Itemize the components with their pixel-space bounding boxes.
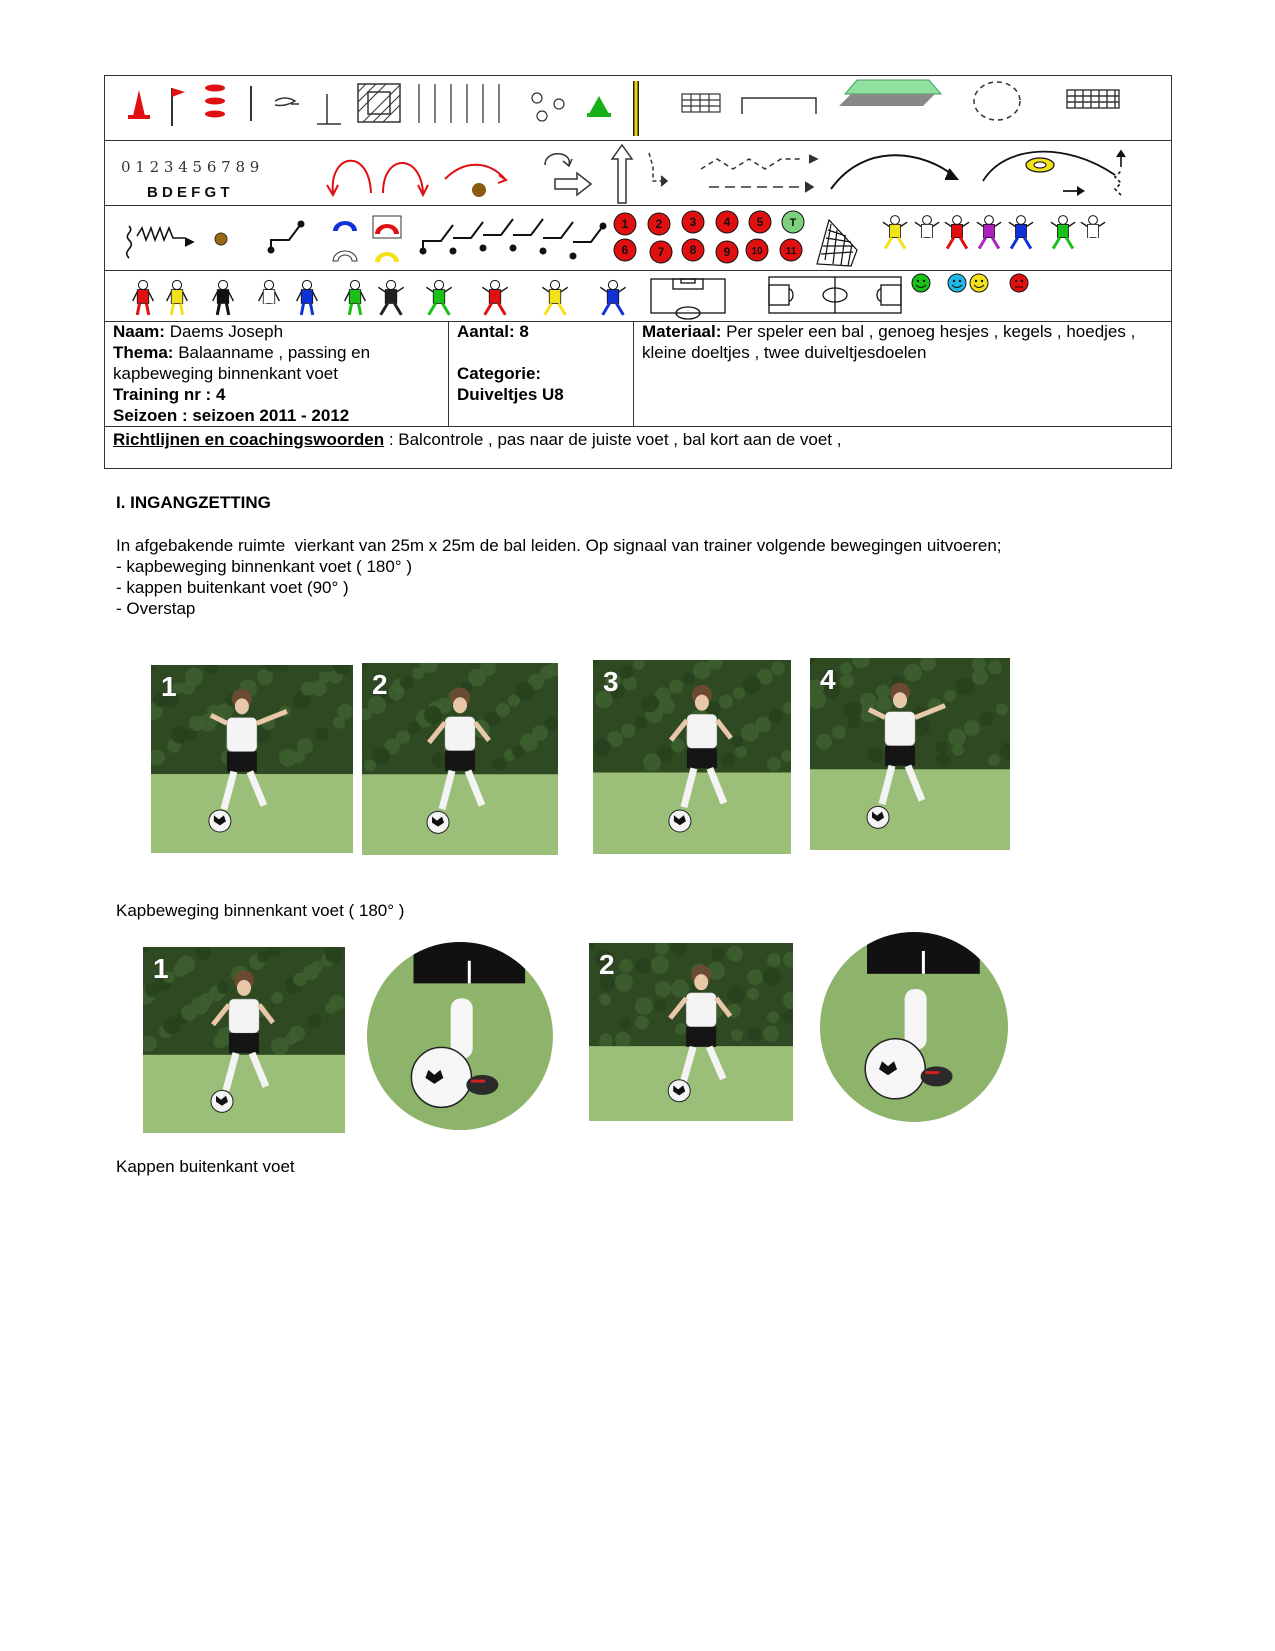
balls-icon [532,93,564,121]
yellow-smiley-icon [970,274,988,292]
svg-text:8: 8 [689,243,697,257]
svg-text:3: 3 [689,215,697,229]
red-smiley-icon [1010,274,1028,292]
photo-caption: Kapbeweging binnenkant voet ( 180° ) [116,901,405,920]
count-label: Aantal: 8 [457,322,529,341]
svg-text:4: 4 [723,215,731,229]
goal-frame-icon [742,98,816,114]
photo-step-number: 4 [820,664,836,695]
photo-step-4 [810,658,1010,850]
dribble-run-arrows-icon [701,155,817,192]
material-label: Materiaal: [642,322,722,341]
target-ring-arrow-icon [983,152,1115,196]
training-info-table [104,321,1172,469]
svg-text:9: 9 [723,245,731,259]
theme-value: Balaanname , passing en kapbeweging binnenkant voet [113,343,371,383]
legend-row-equipment [105,76,1171,141]
cone-icon [128,90,150,119]
hurdle-series-icon [421,219,606,259]
symbol-legend [104,75,1172,322]
svg-text:7: 7 [657,245,665,259]
photo-step-2-outside [589,943,793,1121]
info-cell-count [449,321,634,426]
small-goal-net-icon [682,94,720,112]
photo-closeup-1 [367,942,553,1130]
name-label: Naam: [113,322,165,341]
letters-label: B D E F G T [147,184,230,201]
svg-text:2: 2 [655,217,663,231]
dashed-turn-arrow-icon [649,153,667,186]
section-instructions [116,535,1156,619]
svg-text:11: 11 [785,246,797,257]
player-figures-icon [883,216,1105,249]
arc-markers-icon [333,216,401,262]
category-value: Duiveltjes U8 [457,385,564,404]
season-label: Seizoen : seizoen 2011 - 2012 [113,406,350,425]
rebound-net-icon [817,220,857,266]
svg-text:1: 1 [621,217,629,231]
instruction-line: - kappen buitenkant voet (90° ) [116,578,349,597]
photo-step-1 [151,665,353,853]
green-cone-icon [587,96,611,117]
info-cell-trainer [105,321,449,426]
instruction-line: - kapbeweging binnenkant voet ( 180° ) [116,557,412,576]
ball-icon [215,233,227,245]
half-field-icon [651,279,725,319]
photo-step-number: 2 [599,949,615,980]
corner-flag-icon [172,88,185,126]
hurdle-side-icon [269,222,304,253]
photo-step-1-outside [143,947,345,1133]
photo-caption: Kappen buitenkant voet [116,1157,295,1176]
photo-step-2 [362,663,558,855]
up-arrow-icon [612,145,632,203]
training-number: Training nr : 4 [113,385,226,404]
photo-closeup-2 [820,932,1008,1122]
photo-step-number: 1 [153,953,169,984]
theme-label: Thema: [113,343,174,362]
guidelines-value: : Balcontrole , pas naar de juiste voet , bal kort aan de voet , [384,430,842,449]
photo-step-number: 1 [161,671,177,702]
large-goal-icon [1067,90,1119,108]
field-zone-icon [839,80,941,106]
category-label: Categorie: [457,364,542,383]
long-curve-arrow-icon [831,155,957,189]
coaching-guidelines [105,426,1171,452]
info-cell-material [634,321,1171,426]
marker-discs-icon [205,85,225,118]
dribble-squiggle-icon [127,226,193,258]
zone-square-icon [358,84,400,122]
photo-step-3 [593,660,791,854]
pass-curve-ball-icon [445,165,506,197]
legend-row-players [105,206,1171,271]
svg-text:5: 5 [756,215,764,229]
svg-text:T: T [789,217,797,229]
material-value: Per speler een bal , genoeg hesjes , kegels , hoedjes , kleine doeltjes , twee duiveltjesdoelen [642,322,1136,362]
hurdle-icon [275,94,341,124]
photo-step-number: 3 [603,666,619,697]
legend-row-arrows [105,141,1171,206]
digits-label: 0 1 2 3 4 5 6 7 8 9 [121,158,260,176]
blue-smiley-icon [948,274,966,292]
numbered-players-icon [614,211,804,263]
svg-text:6: 6 [621,243,629,257]
curved-arrows-red-icon [327,161,428,195]
section-title: I. INGANGZETTING [116,493,271,512]
green-smiley-icon [912,274,930,292]
dashed-zone-icon [974,82,1020,120]
poles-row-icon [419,84,499,123]
guidelines-label: Richtlijnen en coachingswoorden [113,430,385,449]
smiley-icons [912,274,1028,292]
svg-text:10: 10 [751,246,763,257]
instruction-line: In afgebakende ruimte vierkant van 25m x 25m de bal leiden. Op signaal van trainer volgende bewegingen uitvoeren; [116,536,1002,555]
full-field-icon [769,277,901,313]
colored-players-icon [133,280,626,315]
name-value: Daems Joseph [169,322,284,341]
dashed-zigzag-arrow-icon [1115,151,1125,195]
photo-step-number: 2 [372,669,388,700]
instruction-line: - Overstap [116,599,196,618]
legend-row-fields [105,271,1171,323]
goal-post-icon [633,81,639,136]
turn-arrow-icon [545,154,591,195]
